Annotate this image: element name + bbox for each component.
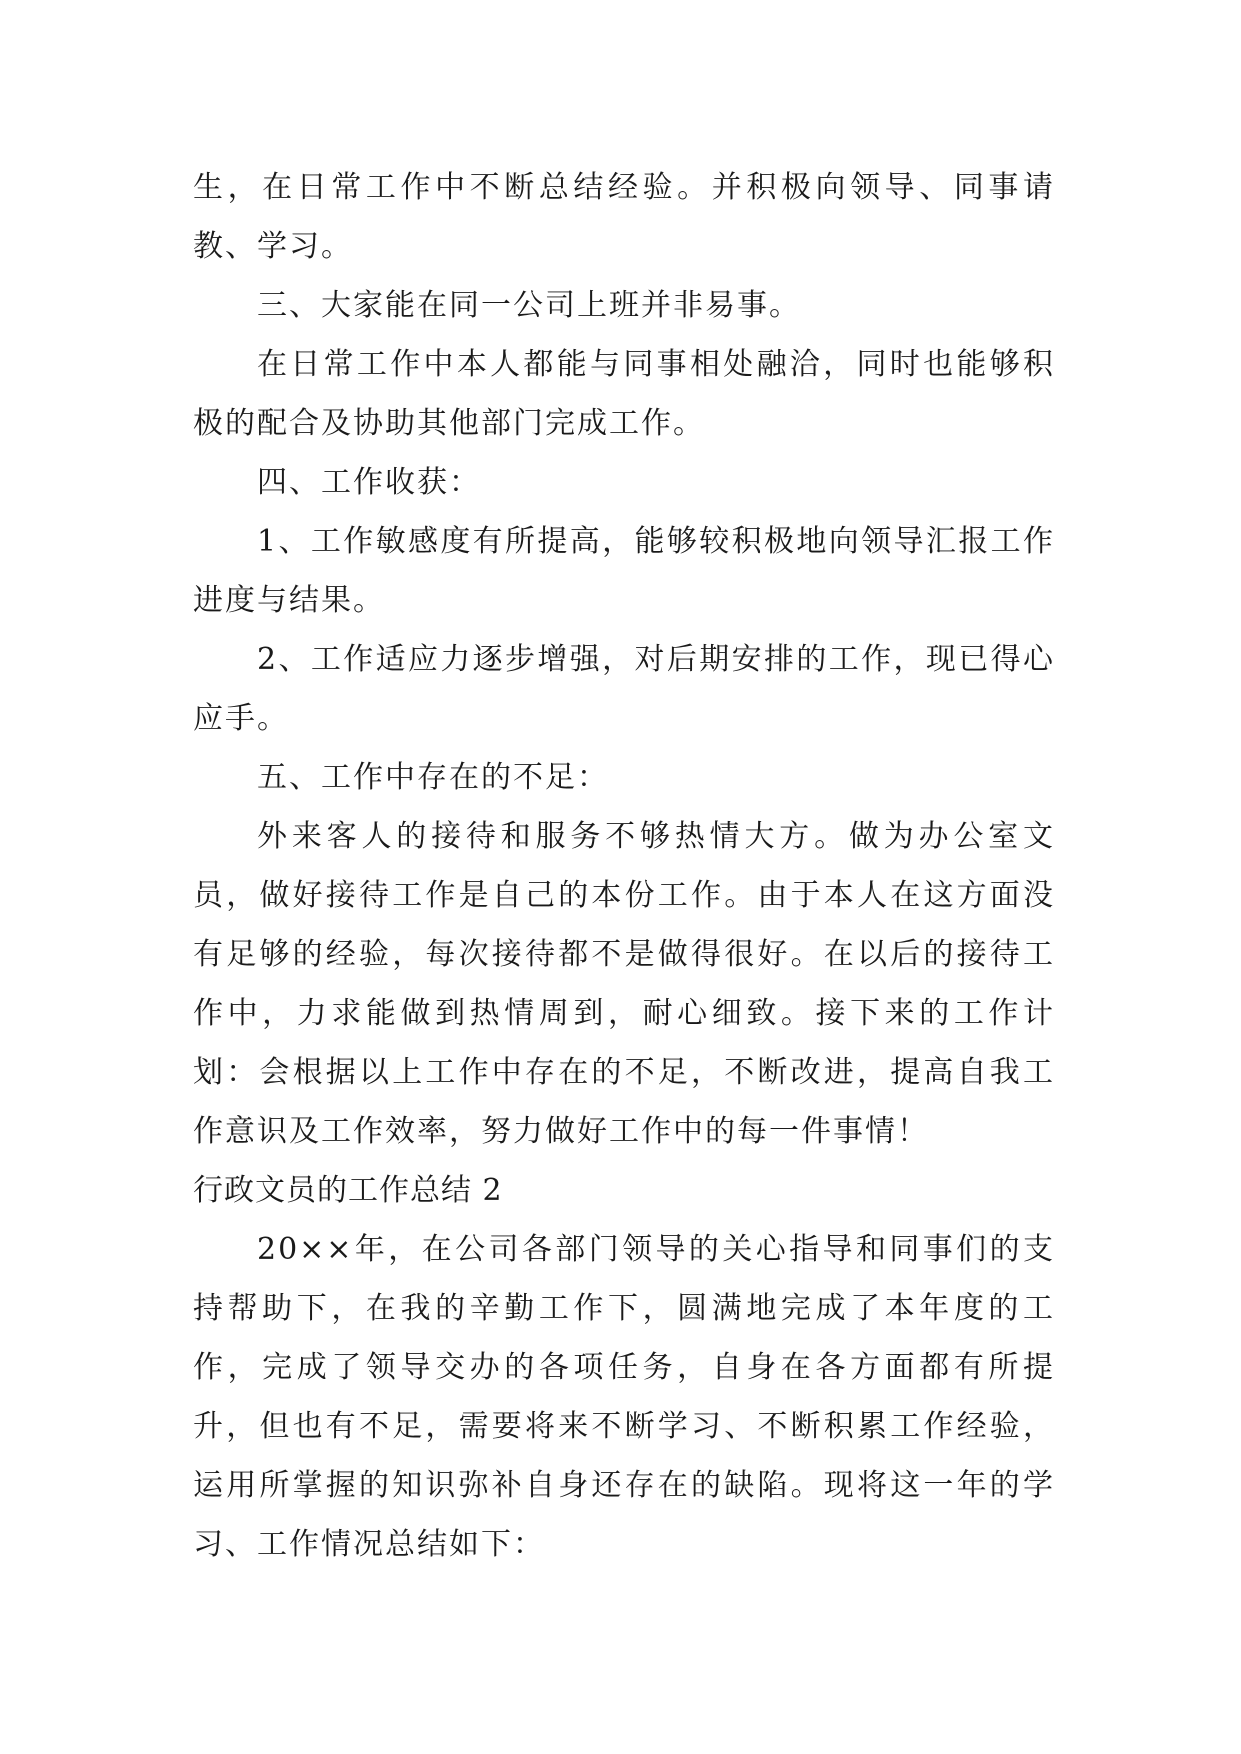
document-body — [193, 158, 1055, 1574]
paragraph-continuation: 生，在日常工作中不断总结经验。并积极向领导、同事请教、学习。 — [193, 170, 1055, 264]
section-heading-four: 四、工作收获： — [257, 465, 481, 500]
section-heading-five: 五、工作中存在的不足： — [257, 760, 609, 795]
article-title-2: 行政文员的工作总结 2 — [193, 1173, 503, 1208]
paragraph-shortcomings: 外来客人的接待和服务不够热情大方。做为办公室文员，做好接待工作是自己的本份工作。由于本人在这方面没有足够的经验，每次接待都不是做得很好。在以后的接待工作中，力求能做到热情周到，耐心细致。接下来的工作计划：会根据以上工作中存在的不足，不断改进，提高自我工作意识及工作效率，努力做好工作中的每一件事情！ — [193, 819, 1055, 1149]
section-heading-three: 三、大家能在同一公司上班并非易事。 — [257, 288, 801, 323]
paragraph-intro-2: 20××年，在公司各部门领导的关心指导和同事们的支持帮助下，在我的辛勤工作下，圆满地完成了本年度的工作，完成了领导交办的各项任务，自身在各方面都有所提升，但也有不足，需要将来不断学习、不断积累工作经验，运用所掌握的知识弥补自身还存在的缺陷。现将这一年的学习、工作情况总结如下： — [193, 1232, 1055, 1562]
paragraph-colleagues: 在日常工作中本人都能与同事相处融洽，同时也能够积极的配合及协助其他部门完成工作。 — [193, 347, 1055, 441]
list-item-2: 2、工作适应力逐步增强，对后期安排的工作，现已得心应手。 — [193, 642, 1055, 736]
list-item-1: 1、工作敏感度有所提高，能够较积极地向领导汇报工作进度与结果。 — [193, 524, 1055, 618]
